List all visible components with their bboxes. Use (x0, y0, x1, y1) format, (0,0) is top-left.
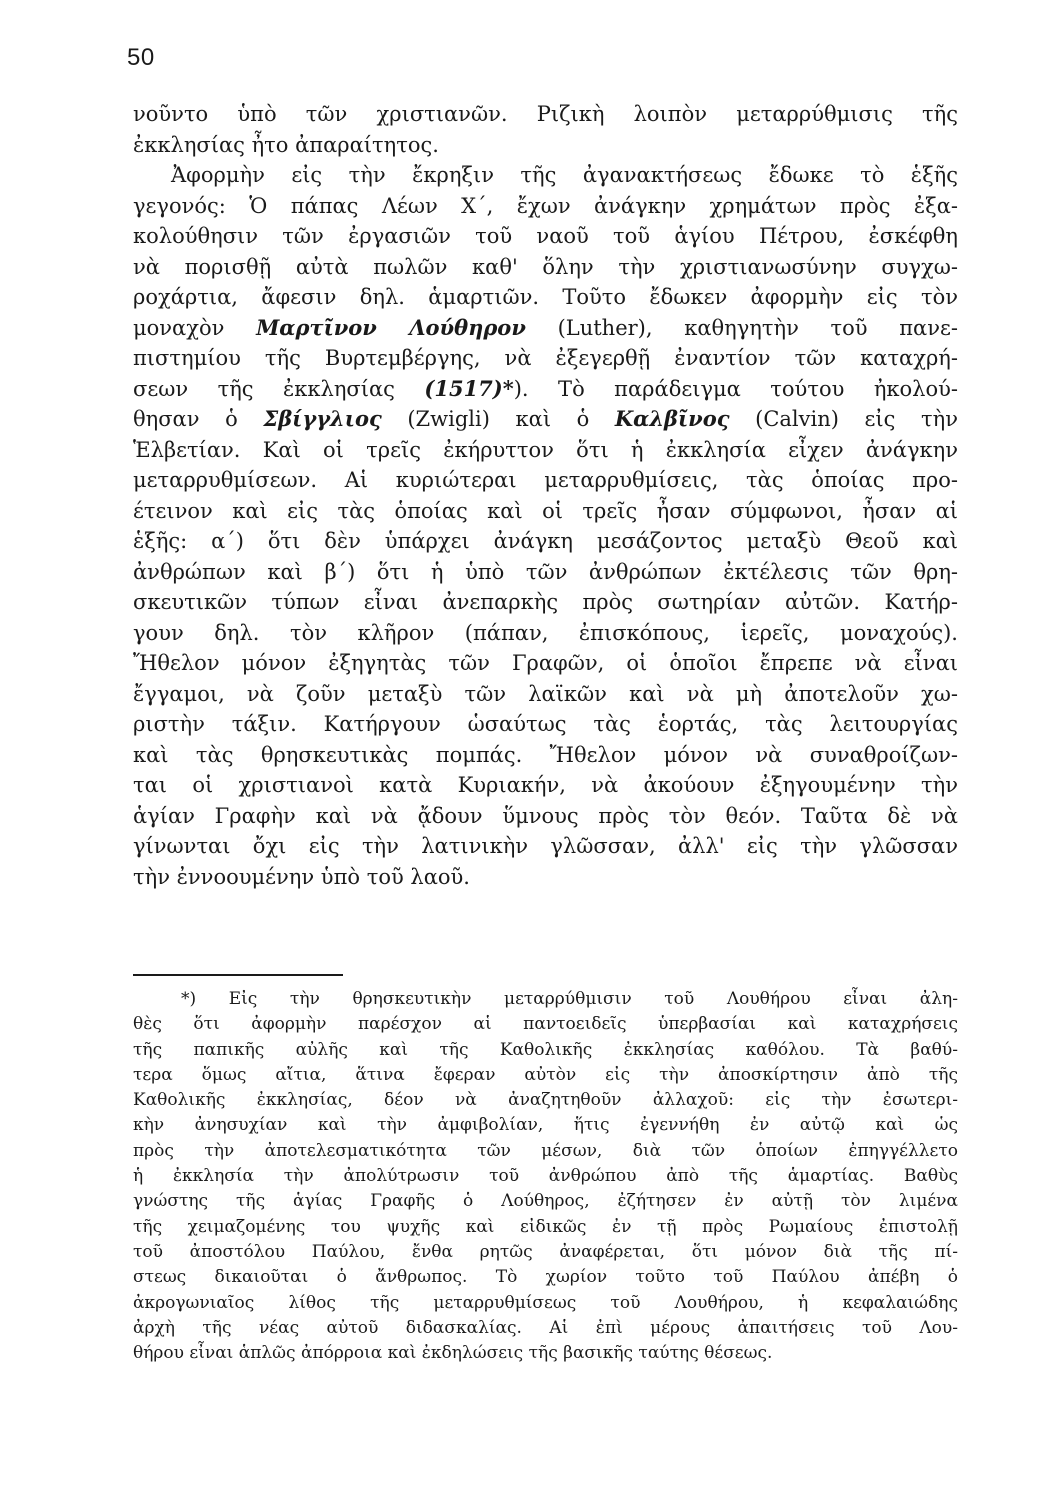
person-name-calvin: Καλβῖνος (614, 406, 730, 431)
footnote-line: θὲς ὅτι ἀφορμὴν παρέσχον αἱ παντοειδεῖς ὑπερβασίαι καὶ καταχρήσεις (133, 1014, 958, 1035)
text-line: ται οἱ χριστιανοὶ κατὰ Κυριακήν, νὰ ἀκούουν ἐξηγουμένην τὴν (133, 773, 958, 797)
page-number: 50 (127, 44, 155, 71)
footnote-line: ἡ ἐκκλησία τὴν ἀπολύτρωσιν τοῦ ἀνθρώπου ἀπὸ τῆς ἁμαρτίας. Βαθὺς (133, 1166, 958, 1187)
text-line: Ἤθελον μόνον ἐξηγητὰς τῶν Γραφῶν, οἱ ὁποῖοι ἔπρεπε νὰ εἶναι (133, 651, 958, 675)
text-line: ἔγγαμοι, νὰ ζοῦν μεταξὺ τῶν λαϊκῶν καὶ νὰ μὴ ἀποτελοῦν χω- (133, 681, 958, 706)
text-line: τὴν ἐννοουμένην ὑπὸ τοῦ λαοῦ. (133, 864, 470, 889)
text-line (133, 404, 958, 435)
person-name-luther: Μαρτῖνον Λούθηρον (256, 314, 526, 340)
text-line: νοῦντο ὑπὸ τῶν χριστιανῶν. Ριζικὴ λοιπὸν μεταρρύθμισις τῆς (133, 102, 958, 126)
text-line: καὶ τὰς θρησκευτικὰς πομπάς. Ἤθελον μόνον νὰ συναθροίζων- (133, 742, 958, 767)
footnote-line: θήρου εἶναι ἁπλῶς ἀπόρροια καὶ ἐκδηλώσεις τῆς βασικῆς ταύτης θέσεως. (133, 1343, 773, 1364)
text-fragment: (Luther), καθηγητὴν τοῦ πανε- (525, 315, 958, 340)
text-fragment: θησαν ὁ (133, 407, 264, 431)
text-line: Ἑλβετίαν. Καὶ οἱ τρεῖς ἐκήρυττον ὅτι ἡ ἐκκλησία εἶχεν ἀνάγκην (133, 437, 958, 462)
text-fragment: (Zwigli) καὶ ὁ (381, 407, 615, 431)
body-text (133, 99, 958, 892)
person-name-zwingli: Σβίγγλιος (263, 406, 382, 431)
text-fragment: ). Τὸ παράδειγμα τούτου ἠκολού- (513, 376, 958, 401)
text-line: ἐκκλησίας ἦτο ἀπαραίτητος. (133, 132, 439, 157)
text-fragment: (Calvin) εἰς τὴν (729, 407, 958, 431)
text-line: έτεινον καὶ εἰς τὰς ὁποίας καὶ οἱ τρεῖς ἦσαν σύμφωνοι, ἦσαν αἱ (133, 498, 958, 523)
text-line (133, 374, 958, 405)
text-line: ροχάρτια, ἄφεσιν δηλ. ἁμαρτιῶν. Τοῦτο ἔδωκεν ἀφορμὴν εἰς τὸν (133, 285, 958, 309)
footnote-line: κὴν ἀνησυχίαν καὶ τὴν ἀμφιβολίαν, ἥτις ἐγεννήθη ἐν αὐτῷ καὶ ὡς (133, 1115, 958, 1136)
footnote-line: τῆς παπικῆς αὐλῆς καὶ τῆς Καθολικῆς ἐκκλησίας καθόλου. Τὰ βαθύ- (133, 1039, 958, 1060)
footnote-line: τοῦ ἀποστόλου Παύλου, ἔνθα ρητῶς ἀναφέρεται, ὅτι μόνον διὰ τῆς πί- (133, 1241, 958, 1262)
footnote-line: ἀκρογωνιαῖος λίθος τῆς μεταρρυθμίσεως τοῦ Λουθήρου, ἡ κεφαλαιώδης (133, 1292, 958, 1313)
footnote-line: στεως δικαιοῦται ὁ ἄνθρωπος. Τὸ χωρίον τοῦτο τοῦ Παύλου ἀπέβη ὁ (133, 1267, 958, 1288)
text-line: νὰ πορισθῇ αὐτὰ πωλῶν καθ' ὅλην τὴν χριστιανωσύνην συγχω- (133, 254, 958, 279)
text-line: γίνωνται ὄχι εἰς τὴν λατινικὴν γλῶσσαν, ἀλλ' εἰς τὴν γλῶσσαν (133, 834, 958, 858)
footnote-divider (133, 974, 343, 976)
footnote-line: πρὸς τὴν ἀποτελεσματικότητα τῶν μέσων, διὰ τῶν ὁποίων ἐπηγγέλλετο (133, 1140, 958, 1161)
year-1517: (1517)* (424, 375, 514, 401)
text-line: ριστὴν τάξιν. Κατήργουν ὡσαύτως τὰς ἑορτάς, τὰς λειτουργίας (133, 712, 958, 736)
text-line: ἀνθρώπων καὶ β΄) ὅτι ἡ ὑπὸ τῶν ἀνθρώπων ἐκτέλεσις τῶν θρη- (133, 559, 958, 584)
footnote-line: *) Εἰς τὴν θρησκευτικὴν μεταρρύθμισιν τοῦ Λουθήρου εἶναι ἀλη- (181, 989, 958, 1009)
text-line: γουν δηλ. τὸν κλῆρον (πάπαν, ἐπισκόπους, ἱερεῖς, μοναχούς). (133, 620, 958, 645)
text-fragment: σεων τῆς ἐκκλησίας (133, 376, 425, 401)
text-line: μεταρρυθμίσεων. Αἱ κυριώτεραι μεταρρυθμίσεις, τὰς ὁποίας προ- (133, 468, 958, 492)
footnote-line: τερα ὅμως αἴτια, ἅτινα ἔφεραν αὐτὸν εἰς τὴν ἀποσκίρτησιν ἀπὸ τῆς (133, 1064, 958, 1085)
footnote-line: ἀρχὴ τῆς νέας αὐτοῦ διδασκαλίας. Αἱ ἐπὶ μέρους ἀπαιτήσεις τοῦ Λου- (133, 1317, 958, 1338)
footnote-line: τῆς χειμαζομένης του ψυχῆς καὶ εἰδικῶς ἐν τῇ πρὸς Ρωμαίους ἐπιστολῇ (133, 1216, 958, 1237)
text-line: ἁγίαν Γραφὴν καὶ νὰ ᾄδουν ὕμνους πρὸς τὸν θεόν. Ταῦτα δὲ νὰ (133, 803, 958, 828)
footnote-line: γνώστης τῆς ἁγίας Γραφῆς ὁ Λούθηρος, ἐζήτησεν ἐν αὐτῇ τὸν λιμένα (133, 1191, 958, 1212)
text-line: σκευτικῶν τύπων εἶναι ἀνεπαρκὴς πρὸς σωτηρίαν αὐτῶν. Κατήρ- (133, 590, 958, 614)
footnote (133, 987, 958, 1366)
text-line (133, 313, 958, 344)
footnote-line: Καθολικῆς ἐκκλησίας, δέον νὰ ἀναζητηθοῦν ἀλλαχοῦ: εἰς τὴν ἐσωτερι- (133, 1090, 958, 1111)
text-fragment: μοναχὸν (133, 315, 257, 340)
text-line: κολούθησιν τῶν ἐργασιῶν τοῦ ναοῦ τοῦ ἁγίου Πέτρου, ἐσκέφθη (133, 224, 958, 248)
text-line: πιστημίου τῆς Βυρτεμβέργης, νὰ ἐξεγερθῇ ἐναντίον τῶν καταχρή- (133, 346, 958, 370)
text-line: γεγονός: Ὁ πάπας Λέων Χ΄, ἔχων ἀνάγκην χρημάτων πρὸς ἐξα- (133, 193, 958, 218)
text-line: Ἀφορμὴν εἰς τὴν ἔκρηξιν τῆς ἀγανακτήσεως ἔδωκε τὸ ἑξῆς (171, 163, 958, 187)
text-line: ἑξῆς: α΄) ὅτι δὲν ὑπάρχει ἀνάγκη μεσάζοντος μεταξὺ Θεοῦ καὶ (133, 529, 958, 553)
